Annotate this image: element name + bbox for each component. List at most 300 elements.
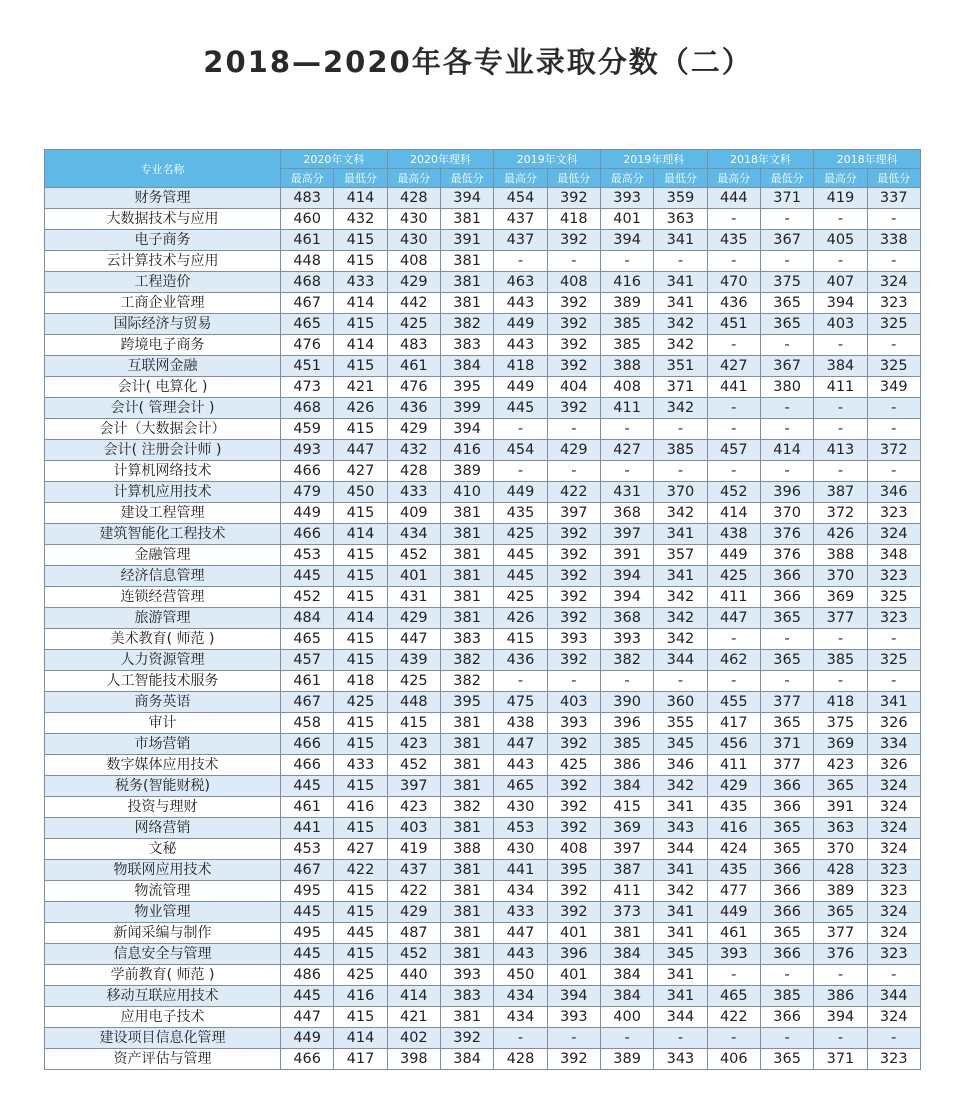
max-score-cell: 370 xyxy=(814,566,867,587)
max-score-cell: 428 xyxy=(494,1049,547,1070)
min-score-header: 最低分 xyxy=(654,169,707,188)
min-score-cell: 343 xyxy=(654,818,707,839)
table-row xyxy=(45,545,921,566)
max-score-cell: 444 xyxy=(707,188,760,209)
min-score-cell: 324 xyxy=(867,524,920,545)
min-score-cell: 392 xyxy=(547,797,600,818)
max-score-cell: 385 xyxy=(600,734,653,755)
max-score-cell: 453 xyxy=(281,839,334,860)
min-score-cell: 338 xyxy=(867,230,920,251)
max-score-cell: 369 xyxy=(600,818,653,839)
max-score-cell: 384 xyxy=(600,986,653,1007)
min-score-cell: 392 xyxy=(547,293,600,314)
max-score-cell: 425 xyxy=(494,524,547,545)
min-score-cell: 383 xyxy=(440,335,493,356)
min-score-header: 最低分 xyxy=(440,169,493,188)
max-score-cell: 409 xyxy=(387,503,440,524)
min-score-cell: 375 xyxy=(760,272,813,293)
table-row xyxy=(45,566,921,587)
max-score-cell: - xyxy=(814,209,867,230)
min-score-cell: 381 xyxy=(440,293,493,314)
max-score-cell: 483 xyxy=(387,335,440,356)
major-name-cell: 会计( 电算化 ) xyxy=(45,377,281,398)
min-score-cell: 410 xyxy=(440,482,493,503)
max-score-cell: 418 xyxy=(814,692,867,713)
min-score-cell: 385 xyxy=(654,440,707,461)
min-score-cell: 323 xyxy=(867,1049,920,1070)
min-score-cell: 342 xyxy=(654,881,707,902)
min-score-cell: 341 xyxy=(654,902,707,923)
table-row xyxy=(45,923,921,944)
min-score-cell: 348 xyxy=(867,545,920,566)
min-score-cell: 365 xyxy=(760,713,813,734)
max-score-cell: 467 xyxy=(281,293,334,314)
min-score-cell: - xyxy=(867,251,920,272)
max-score-cell: 425 xyxy=(387,671,440,692)
max-score-cell: - xyxy=(494,1028,547,1049)
max-score-cell: 413 xyxy=(814,440,867,461)
min-score-cell: 326 xyxy=(867,713,920,734)
min-score-cell: 422 xyxy=(334,860,387,881)
table-row xyxy=(45,713,921,734)
major-name-cell: 人工智能技术服务 xyxy=(45,671,281,692)
max-score-cell: 403 xyxy=(814,314,867,335)
max-score-cell: 387 xyxy=(814,482,867,503)
min-score-cell: 366 xyxy=(760,776,813,797)
max-score-cell: 423 xyxy=(387,797,440,818)
max-score-cell: 438 xyxy=(494,713,547,734)
max-score-cell: - xyxy=(814,251,867,272)
max-score-cell: 435 xyxy=(707,797,760,818)
max-score-cell: 453 xyxy=(494,818,547,839)
min-score-cell: 324 xyxy=(867,797,920,818)
max-score-cell: 466 xyxy=(281,1049,334,1070)
min-score-cell: 382 xyxy=(440,650,493,671)
min-score-cell: 393 xyxy=(547,629,600,650)
max-score-cell: 365 xyxy=(814,776,867,797)
page-title: 2018—2020年各专业录取分数（二） xyxy=(203,45,753,79)
max-score-cell: - xyxy=(494,671,547,692)
max-score-cell: - xyxy=(600,419,653,440)
max-score-cell: 461 xyxy=(281,797,334,818)
max-score-cell: 368 xyxy=(600,503,653,524)
max-score-cell: 448 xyxy=(387,692,440,713)
max-score-cell: 384 xyxy=(814,356,867,377)
max-score-cell: 445 xyxy=(494,545,547,566)
max-score-cell: - xyxy=(600,671,653,692)
min-score-cell: - xyxy=(867,965,920,986)
table-row xyxy=(45,797,921,818)
major-name-cell: 人力资源管理 xyxy=(45,650,281,671)
score-table-container xyxy=(44,149,920,1070)
min-score-cell: 414 xyxy=(334,1028,387,1049)
min-score-cell: 345 xyxy=(654,734,707,755)
max-score-cell: 438 xyxy=(707,524,760,545)
max-score-cell: - xyxy=(707,1028,760,1049)
max-score-cell: 465 xyxy=(707,986,760,1007)
max-score-cell: 377 xyxy=(814,608,867,629)
max-score-cell: 447 xyxy=(387,629,440,650)
max-score-cell: - xyxy=(707,629,760,650)
min-score-cell: 394 xyxy=(440,419,493,440)
min-score-header: 最低分 xyxy=(334,169,387,188)
min-score-cell: 414 xyxy=(334,335,387,356)
min-score-cell: 366 xyxy=(760,566,813,587)
min-score-cell: - xyxy=(867,335,920,356)
min-score-cell: 425 xyxy=(547,755,600,776)
min-score-cell: 384 xyxy=(440,1049,493,1070)
group-header: 2018年文科 xyxy=(707,150,814,169)
max-score-cell: 397 xyxy=(600,524,653,545)
min-score-cell: 397 xyxy=(547,503,600,524)
min-score-cell: 393 xyxy=(547,1007,600,1028)
max-score-cell: 431 xyxy=(600,482,653,503)
max-score-cell: 445 xyxy=(281,944,334,965)
max-score-cell: 445 xyxy=(494,566,547,587)
min-score-cell: 392 xyxy=(547,230,600,251)
min-score-cell: 414 xyxy=(334,188,387,209)
max-score-cell: 389 xyxy=(600,293,653,314)
max-score-cell: 453 xyxy=(281,545,334,566)
major-name-cell: 云计算技术与应用 xyxy=(45,251,281,272)
max-score-cell: 429 xyxy=(387,272,440,293)
max-score-cell: 437 xyxy=(494,209,547,230)
table-row xyxy=(45,944,921,965)
min-score-cell: 415 xyxy=(334,503,387,524)
table-row xyxy=(45,293,921,314)
min-score-cell: 324 xyxy=(867,272,920,293)
major-name-cell: 会计（大数据会计） xyxy=(45,419,281,440)
max-score-cell: 461 xyxy=(387,356,440,377)
max-score-cell: 393 xyxy=(707,944,760,965)
max-score-cell: 442 xyxy=(387,293,440,314)
max-score-cell: 422 xyxy=(387,881,440,902)
max-score-cell: 495 xyxy=(281,881,334,902)
table-row xyxy=(45,377,921,398)
max-score-cell: 424 xyxy=(707,839,760,860)
min-score-cell: 396 xyxy=(547,944,600,965)
max-score-cell: 417 xyxy=(707,713,760,734)
min-score-cell: - xyxy=(867,461,920,482)
max-score-header: 最高分 xyxy=(494,169,547,188)
max-score-cell: - xyxy=(814,335,867,356)
max-score-cell: 411 xyxy=(814,377,867,398)
min-score-cell: 425 xyxy=(334,965,387,986)
min-score-cell: 392 xyxy=(547,566,600,587)
min-score-cell: 366 xyxy=(760,797,813,818)
max-score-cell: 408 xyxy=(600,377,653,398)
min-score-cell: 392 xyxy=(547,734,600,755)
min-score-cell: 388 xyxy=(440,839,493,860)
major-name-cell: 连锁经营管理 xyxy=(45,587,281,608)
min-score-cell: 415 xyxy=(334,419,387,440)
min-score-cell: 422 xyxy=(547,482,600,503)
max-score-cell: 441 xyxy=(707,377,760,398)
table-row xyxy=(45,608,921,629)
table-row xyxy=(45,524,921,545)
min-score-cell: - xyxy=(654,251,707,272)
major-name-cell: 移动互联应用技术 xyxy=(45,986,281,1007)
min-score-cell: 323 xyxy=(867,608,920,629)
min-score-cell: 404 xyxy=(547,377,600,398)
min-score-cell: - xyxy=(547,1028,600,1049)
major-name-cell: 市场营销 xyxy=(45,734,281,755)
max-score-cell: 425 xyxy=(387,314,440,335)
max-score-cell: 486 xyxy=(281,965,334,986)
max-score-cell: 384 xyxy=(600,965,653,986)
max-score-cell: 434 xyxy=(494,881,547,902)
min-score-cell: 381 xyxy=(440,923,493,944)
min-score-cell: 381 xyxy=(440,587,493,608)
max-score-cell: 449 xyxy=(281,1028,334,1049)
max-score-cell: 426 xyxy=(814,524,867,545)
min-score-cell: 323 xyxy=(867,503,920,524)
max-score-cell: 427 xyxy=(600,440,653,461)
min-score-cell: 392 xyxy=(547,356,600,377)
major-name-cell: 电子商务 xyxy=(45,230,281,251)
max-score-header: 最高分 xyxy=(387,169,440,188)
max-score-cell: 369 xyxy=(814,734,867,755)
table-row xyxy=(45,986,921,1007)
max-score-cell: - xyxy=(814,461,867,482)
min-score-cell: 365 xyxy=(760,293,813,314)
min-score-cell: 381 xyxy=(440,881,493,902)
min-score-cell: 421 xyxy=(334,377,387,398)
min-score-cell: - xyxy=(867,419,920,440)
min-score-cell: 384 xyxy=(440,356,493,377)
min-score-cell: 345 xyxy=(654,944,707,965)
max-score-cell: 408 xyxy=(387,251,440,272)
min-score-cell: 381 xyxy=(440,209,493,230)
table-row xyxy=(45,251,921,272)
max-score-cell: 371 xyxy=(814,1049,867,1070)
max-score-cell: 465 xyxy=(281,314,334,335)
min-score-cell: 415 xyxy=(334,818,387,839)
max-score-cell: 429 xyxy=(707,776,760,797)
max-score-cell: - xyxy=(494,419,547,440)
min-score-cell: 415 xyxy=(334,629,387,650)
min-score-cell: 415 xyxy=(334,356,387,377)
max-score-cell: 400 xyxy=(600,1007,653,1028)
min-score-cell: 381 xyxy=(440,524,493,545)
max-score-cell: 440 xyxy=(387,965,440,986)
max-score-cell: 461 xyxy=(281,230,334,251)
max-score-cell: 436 xyxy=(387,398,440,419)
max-score-cell: 436 xyxy=(707,293,760,314)
max-score-cell: 385 xyxy=(814,650,867,671)
min-score-cell: 324 xyxy=(867,839,920,860)
min-score-cell: - xyxy=(867,209,920,230)
min-score-cell: 324 xyxy=(867,776,920,797)
max-score-cell: 456 xyxy=(707,734,760,755)
max-score-cell: 402 xyxy=(387,1028,440,1049)
header-row-groups xyxy=(45,150,921,169)
min-score-cell: 392 xyxy=(547,902,600,923)
max-score-cell: 454 xyxy=(494,188,547,209)
min-score-cell: 381 xyxy=(440,503,493,524)
major-name-cell: 税务(智能财税) xyxy=(45,776,281,797)
table-row xyxy=(45,734,921,755)
max-score-cell: 434 xyxy=(387,524,440,545)
min-score-cell: 341 xyxy=(654,965,707,986)
max-score-cell: 462 xyxy=(707,650,760,671)
min-score-cell: 432 xyxy=(334,209,387,230)
table-row xyxy=(45,755,921,776)
min-score-cell: 416 xyxy=(440,440,493,461)
min-score-cell: - xyxy=(867,671,920,692)
max-score-cell: 375 xyxy=(814,713,867,734)
max-score-cell: 450 xyxy=(494,965,547,986)
max-score-cell: 387 xyxy=(600,860,653,881)
min-score-cell: 344 xyxy=(654,650,707,671)
min-score-cell: 365 xyxy=(760,818,813,839)
min-score-cell: 415 xyxy=(334,650,387,671)
min-score-cell: 433 xyxy=(334,755,387,776)
max-score-cell: 430 xyxy=(494,797,547,818)
min-score-cell: 415 xyxy=(334,230,387,251)
min-score-cell: 414 xyxy=(334,293,387,314)
max-score-cell: - xyxy=(600,251,653,272)
major-name-cell: 大数据技术与应用 xyxy=(45,209,281,230)
min-score-cell: 382 xyxy=(440,797,493,818)
max-score-cell: 393 xyxy=(600,629,653,650)
min-score-cell: 415 xyxy=(334,566,387,587)
max-score-cell: 466 xyxy=(281,734,334,755)
min-score-cell: 381 xyxy=(440,944,493,965)
max-score-cell: 468 xyxy=(281,272,334,293)
max-score-cell: 447 xyxy=(494,734,547,755)
min-score-cell: 395 xyxy=(440,377,493,398)
min-score-cell: - xyxy=(654,671,707,692)
max-score-cell: 429 xyxy=(387,608,440,629)
min-score-header: 最低分 xyxy=(547,169,600,188)
max-score-cell: - xyxy=(707,209,760,230)
major-name-cell: 文秘 xyxy=(45,839,281,860)
major-name-cell: 物流管理 xyxy=(45,881,281,902)
max-score-cell: 475 xyxy=(494,692,547,713)
max-score-cell: 476 xyxy=(281,335,334,356)
major-name-cell: 财务管理 xyxy=(45,188,281,209)
max-score-cell: 391 xyxy=(600,545,653,566)
min-score-cell: 381 xyxy=(440,545,493,566)
min-score-cell: 346 xyxy=(654,755,707,776)
max-score-cell: 411 xyxy=(707,587,760,608)
major-name-cell: 会计( 注册会计师 ) xyxy=(45,440,281,461)
max-score-cell: 384 xyxy=(600,944,653,965)
min-score-cell: 385 xyxy=(760,986,813,1007)
max-score-header: 最高分 xyxy=(281,169,334,188)
min-score-cell: 349 xyxy=(867,377,920,398)
min-score-cell: 342 xyxy=(654,776,707,797)
min-score-cell: - xyxy=(547,671,600,692)
major-name-cell: 金融管理 xyxy=(45,545,281,566)
table-row xyxy=(45,902,921,923)
min-score-cell: 429 xyxy=(547,440,600,461)
min-score-cell: 337 xyxy=(867,188,920,209)
max-score-cell: 441 xyxy=(494,860,547,881)
max-score-cell: 382 xyxy=(600,650,653,671)
group-header: 2019年理科 xyxy=(600,150,707,169)
min-score-cell: 392 xyxy=(547,608,600,629)
min-score-cell: 342 xyxy=(654,608,707,629)
max-score-cell: 365 xyxy=(814,902,867,923)
min-score-cell: 341 xyxy=(654,923,707,944)
max-score-cell: 433 xyxy=(494,902,547,923)
max-score-cell: 416 xyxy=(707,818,760,839)
min-score-cell: - xyxy=(760,209,813,230)
major-name-cell: 数字媒体应用技术 xyxy=(45,755,281,776)
max-score-cell: 363 xyxy=(814,818,867,839)
min-score-cell: 372 xyxy=(867,440,920,461)
min-score-cell: - xyxy=(547,461,600,482)
min-score-cell: 415 xyxy=(334,713,387,734)
max-score-cell: 452 xyxy=(387,944,440,965)
min-score-cell: 403 xyxy=(547,692,600,713)
max-score-cell: 461 xyxy=(281,671,334,692)
min-score-cell: 392 xyxy=(547,1049,600,1070)
max-score-cell: 381 xyxy=(600,923,653,944)
table-row xyxy=(45,335,921,356)
major-name-cell: 跨境电子商务 xyxy=(45,335,281,356)
max-score-cell: 377 xyxy=(814,923,867,944)
table-body xyxy=(45,188,921,1070)
max-score-cell: 385 xyxy=(600,314,653,335)
min-score-cell: 323 xyxy=(867,860,920,881)
min-score-cell: 392 xyxy=(547,776,600,797)
min-score-cell: - xyxy=(760,335,813,356)
major-name-cell: 网络营销 xyxy=(45,818,281,839)
min-score-cell: 381 xyxy=(440,902,493,923)
max-score-cell: 433 xyxy=(387,482,440,503)
max-score-cell: 393 xyxy=(600,188,653,209)
min-score-cell: 381 xyxy=(440,1007,493,1028)
min-score-cell: 447 xyxy=(334,440,387,461)
max-score-cell: - xyxy=(707,965,760,986)
max-score-cell: 445 xyxy=(494,398,547,419)
table-row xyxy=(45,671,921,692)
major-name-cell: 物业管理 xyxy=(45,902,281,923)
max-score-cell: 467 xyxy=(281,692,334,713)
min-score-cell: 395 xyxy=(547,860,600,881)
min-score-cell: 427 xyxy=(334,461,387,482)
max-score-cell: 415 xyxy=(387,713,440,734)
max-score-cell: 484 xyxy=(281,608,334,629)
max-score-cell: 463 xyxy=(494,272,547,293)
table-row xyxy=(45,860,921,881)
min-score-cell: 416 xyxy=(334,797,387,818)
major-name-cell: 学前教育( 师范 ) xyxy=(45,965,281,986)
max-score-cell: 443 xyxy=(494,944,547,965)
max-score-cell: 414 xyxy=(387,986,440,1007)
min-score-cell: 415 xyxy=(334,776,387,797)
min-score-cell: 381 xyxy=(440,818,493,839)
min-score-cell: - xyxy=(547,419,600,440)
min-score-cell: 365 xyxy=(760,608,813,629)
min-score-cell: - xyxy=(760,461,813,482)
max-score-cell: 465 xyxy=(281,629,334,650)
max-score-cell: - xyxy=(600,461,653,482)
group-header: 2020年文科 xyxy=(281,150,388,169)
table-row xyxy=(45,1028,921,1049)
max-score-cell: 466 xyxy=(281,755,334,776)
max-score-cell: 423 xyxy=(814,755,867,776)
min-score-cell: 392 xyxy=(547,818,600,839)
min-score-cell: 341 xyxy=(654,566,707,587)
min-score-cell: 342 xyxy=(654,398,707,419)
min-score-cell: 365 xyxy=(760,839,813,860)
max-score-cell: 384 xyxy=(600,776,653,797)
max-score-cell: 397 xyxy=(600,839,653,860)
